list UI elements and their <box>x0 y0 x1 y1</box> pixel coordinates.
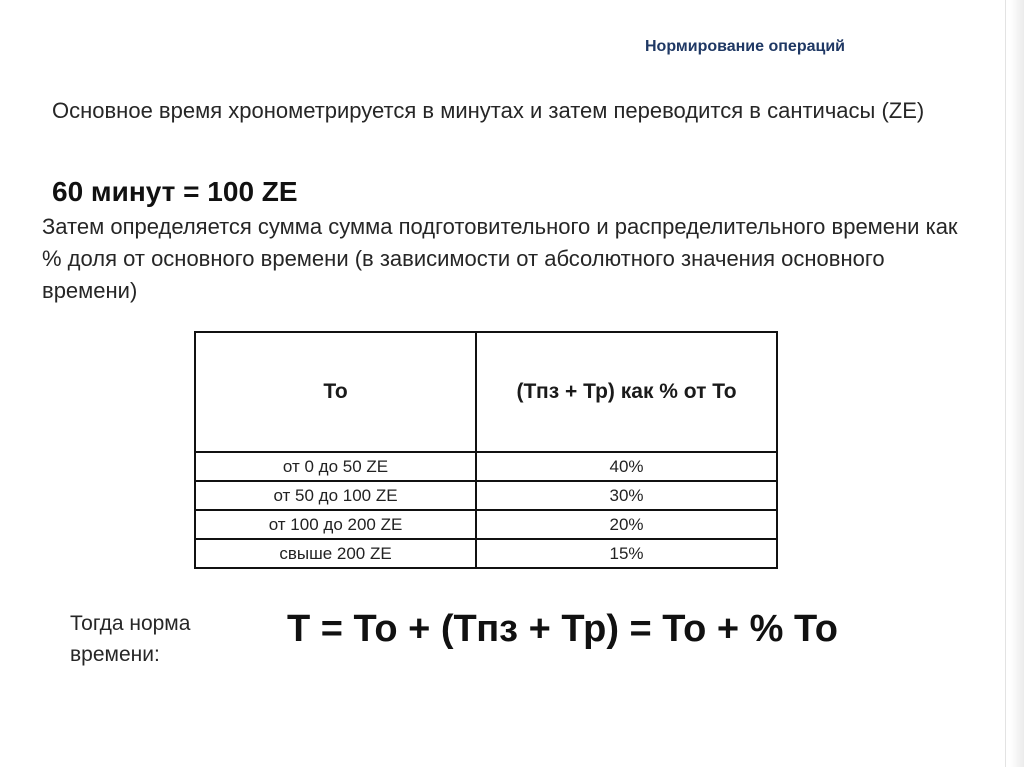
table-cell-range: от 50 до 100 ZE <box>195 481 476 510</box>
table-row <box>195 481 777 510</box>
table-row <box>195 452 777 481</box>
conversion-formula: 60 минут = 100 ZE <box>52 176 298 207</box>
table-header-row <box>195 332 777 452</box>
intro-text: Основное время хронометрируется в минутах и затем переводится в сантичасы (ZE) <box>52 98 925 123</box>
table-row <box>195 539 777 568</box>
table-cell-range: от 100 до 200 ZE <box>195 510 476 539</box>
norm-table <box>194 331 778 569</box>
table-row <box>195 510 777 539</box>
table-cell-percent: 20% <box>476 510 777 539</box>
explanation-paragraph: Затем определяется сумма сумма подготовительного и распределительного времени как % доля от основного времени (в зависимости от абсолютного значения основного времени) <box>42 214 958 303</box>
table-cell-percent: 40% <box>476 452 777 481</box>
table-cell-range: свыше 200 ZE <box>195 539 476 568</box>
conclusion-label: Тогда норма времени: <box>70 612 191 666</box>
slide-header-title: Нормирование операций <box>645 38 845 55</box>
table-header-percent: (Тпз + Тр) как % от То <box>476 332 777 452</box>
table-cell-percent: 30% <box>476 481 777 510</box>
table-cell-range: от 0 до 50 ZE <box>195 452 476 481</box>
table-header-to: То <box>195 332 476 452</box>
final-formula: Т = То + (Тпз + Тр) = То + % То <box>287 608 839 650</box>
slide-edge-line <box>1005 0 1006 767</box>
slide-edge-shadow <box>1010 0 1024 767</box>
table-cell-percent: 15% <box>476 539 777 568</box>
